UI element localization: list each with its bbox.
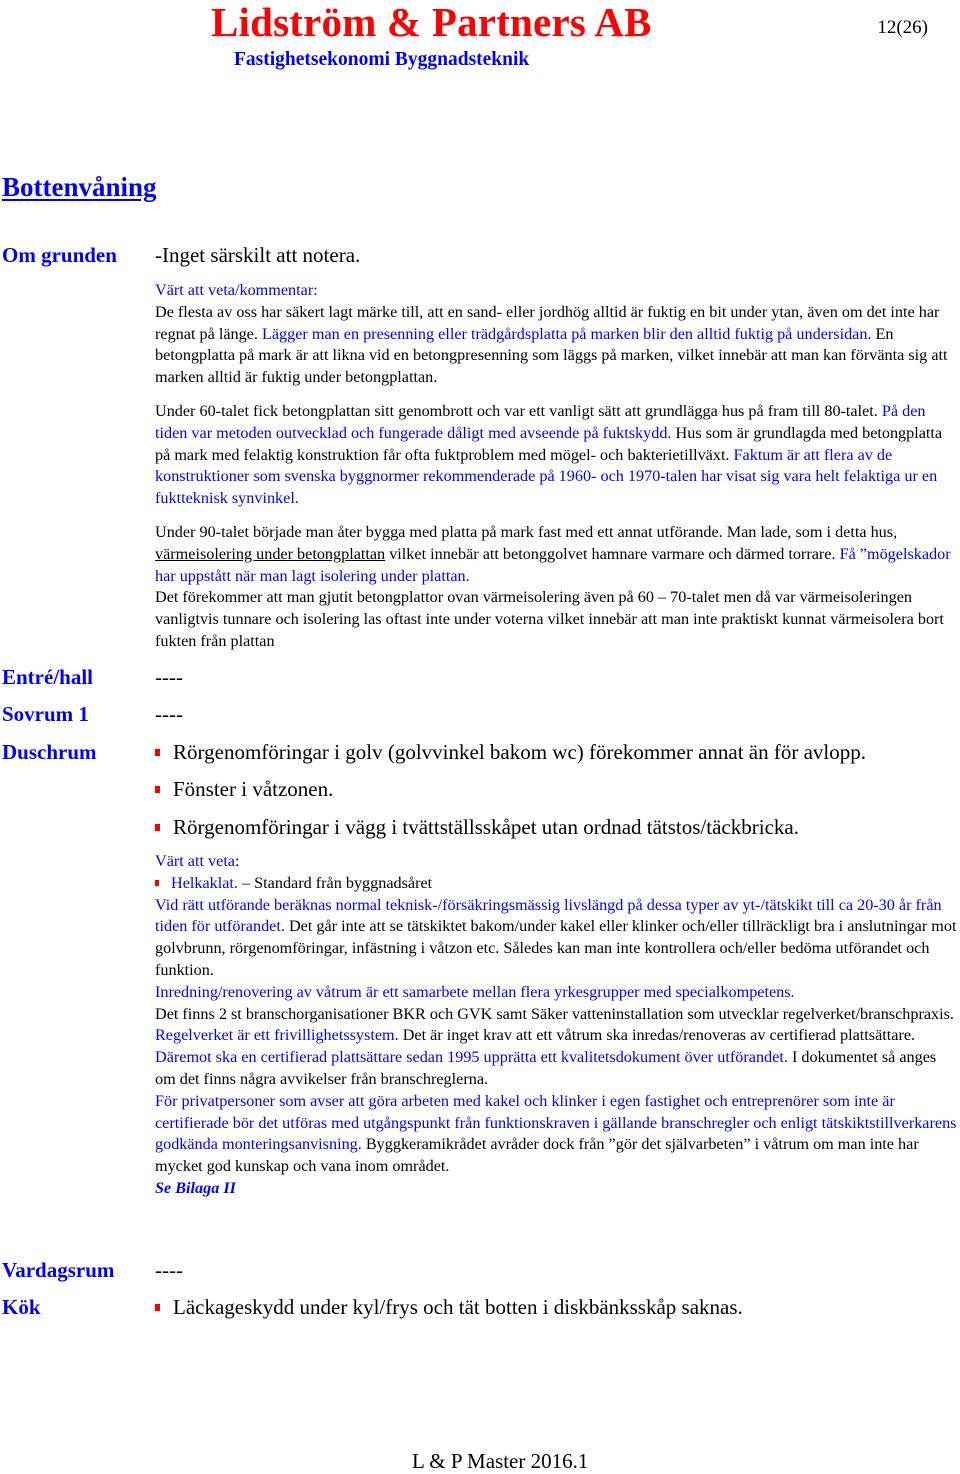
- label-sovrum-1: Sovrum 1: [2, 702, 89, 726]
- isolation-link-text: värmeisolering under betongplattan: [155, 544, 386, 563]
- red-bullet-icon: [155, 749, 160, 756]
- label-kok: Kök: [2, 1295, 41, 1319]
- company-name: Lidström & Partners AB: [211, 0, 652, 45]
- bilaga-reference[interactable]: Se Bilaga II: [155, 1178, 236, 1197]
- duschrum-notes: [155, 851, 958, 1200]
- kok-bullet: Läckageskydd under kyl/frys och tät botten i diskbänksskåp saknas.: [155, 1295, 743, 1320]
- grunden-paragraph-3: Under 90-talet började man åter bygga med platta på mark fast med ett annat utförande. Man lade, som i detta hus, värmeisolering under betongplattan vilket innebär att betonggolvet hamnare varmare och därmed torrare. Få ”mögelskador har uppstått när man lagt isolering under plattan.: [155, 522, 951, 585]
- grunden-first-line: -Inget särskilt att notera.: [155, 243, 361, 267]
- red-bullet-icon: [155, 786, 160, 793]
- label-vardagsrum: Vardagsrum: [2, 1258, 115, 1282]
- duschrum-bullet-2: Fönster i våtzonen.: [155, 777, 333, 802]
- grunden-comment: [155, 280, 958, 653]
- page-footer: L & P Master 2016.1: [412, 1449, 589, 1473]
- red-bullet-icon: [155, 880, 159, 886]
- duschrum-sub-bullet: Helkaklat. – Standard från byggnadsåret: [155, 873, 958, 895]
- duschrum-bullet-3: Rörgenomföringar i vägg i tvättställsskåpet utan ordnad tätstos/täckbricka.: [155, 815, 799, 840]
- grunden-paragraph-1: De flesta av oss har säkert lagt märke till, att en sand- eller jordhög alltid är fuktig en bit under ytan, även om det inte har regnat på länge. Lägger man en presenning eller trädgårdsplatta på marken blir den alltid fuktig på undersidan. En betongplatta på mark är att likna vid en betongpresenning som läggs på marken, vilket innebär att man kan förvänta sig att marken alltid är fuktig under betongplattan.: [155, 302, 948, 387]
- grunden-paragraph-4: Det förekommer att man gjutit betongplattor ovan värmeisolering även på 60 – 70-talet men då var värmeisoleringen vanligtvis tunnare och isolering las oftast inte under voterna vilket innebär att man inte praktiskt kunnat värmeisolera bort fukten från plattan: [155, 588, 944, 650]
- red-bullet-icon: [155, 824, 160, 831]
- duschrum-paragraph-3: Det finns 2 st branschorganisationer BKR och GVK samt Säker vatteninstallation som utvecklar regelverket/branschpraxis. Regelverket är ett frivillighetssystem. Det är inget krav att ett våtrum ska inredas/renoveras av certifierad plattsättare. Däremot ska en certifierad plattsättare sedan 1995 upprätta ett kvalitetsdokument över utförandet. I dokumentet så anges om det finns några avvikelser från branschreglerna.: [155, 1004, 954, 1088]
- vardagsrum-value: ----: [155, 1258, 183, 1282]
- page-number: 12(26): [877, 17, 928, 38]
- duschrum-paragraph-4: För privatpersoner som avser att göra arbeten med kakel och klinker i egen fastighet och entreprenörer som inte är certifierade bör det utföras med utgångspunkt från funktionskraven i gällande branschregler och enligt tätskiktstillverkarens godkända monteringsanvisning. Byggkeramikrådet avråder dock från ”gör det självarbeten” i våtrum om man inte har mycket god kunskap och vana inom området.: [155, 1091, 957, 1176]
- grunden-paragraph-2: Under 60-talet fick betongplattan sitt genombrott och var ett vanligt sätt att grundlägga hus på fram till 80-talet. På den tiden var metoden outvecklad och fungerade dåligt med avseende på fuktskydd. Hus som är grundlagda med betongplatta på mark med felaktig konstruktion får ofta fuktproblem med mögel- och bakterietillväxt. Faktum är att flera av de konstruktioner som svenska byggnormer rekommenderade på 1960- och 1970-talen har visat sig vara helt felaktiga ur en fuktteknisk synvinkel.: [155, 401, 943, 508]
- grunden-note-label: Värt att veta/kommentar:: [155, 281, 318, 299]
- label-duschrum: Duschrum: [2, 740, 97, 764]
- company-subtitle: Fastighetsekonomi Byggnadsteknik: [234, 49, 530, 70]
- entre-value: ----: [155, 665, 183, 689]
- duschrum-paragraph-1: Vid rätt utförande beräknas normal teknisk-/försäkringsmässig livslängd på dessa typer av yt-/tätskikt till ca 20-30 år från tiden för utförandet. Det går inte att se tätskiktet bakom/under kakel eller klinker och/eller tillräckligt bra i anslutningar mot golvbrunn, rörgenomföringar, infästning i våtzon etc. Således kan man inte kontrollera och/eller bedöma utförandet och funktion.: [155, 895, 957, 979]
- sovrum-value: ----: [155, 702, 183, 726]
- label-om-grunden: Om grunden: [2, 243, 117, 267]
- duschrum-note-label: Värt att veta:: [155, 852, 240, 870]
- section-title: Bottenvåning: [2, 172, 157, 202]
- label-entre-hall: Entré/hall: [2, 665, 94, 689]
- duschrum-paragraph-2: Inredning/renovering av våtrum är ett samarbete mellan flera yrkesgrupper med specialkompetens.: [155, 982, 795, 1001]
- red-bullet-icon: [155, 1304, 160, 1311]
- duschrum-bullet-1: Rörgenomföringar i golv (golvvinkel bakom wc) förekommer annat än för avlopp.: [155, 740, 866, 765]
